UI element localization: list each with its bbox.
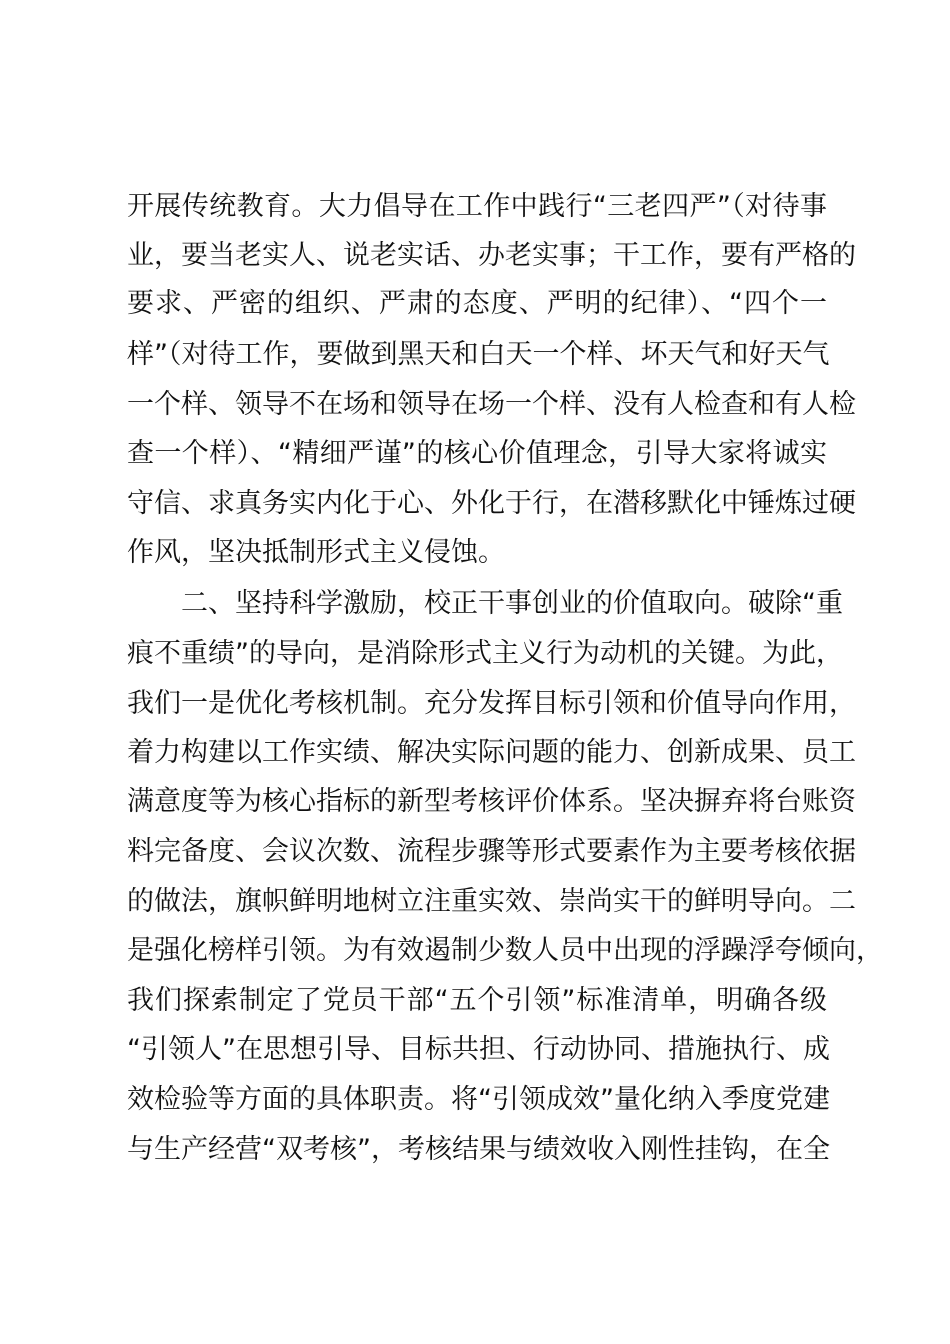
text-line: 查一个样）、“精细严谨”的核心价值理念，引导大家将诚实 bbox=[127, 438, 827, 469]
text-line: 业，要当老实人、说老实话、办老实事；干工作，要有严格的 bbox=[127, 240, 856, 271]
text-line: 样”（对待工作，要做到黑天和白天一个样、坏天气和好天气 bbox=[127, 339, 830, 370]
text-line: 一个样、领导不在场和领导在场一个样、没有人检查和有人检 bbox=[127, 389, 856, 420]
paragraph-heading-line: 二、坚持科学激励，校正干事创业的价值取向。破除“重 bbox=[181, 588, 843, 619]
text-line: 着力构建以工作实绩、解决实际问题的能力、创新成果、员工 bbox=[127, 737, 856, 768]
text-line: 是强化榜样引领。为有效遏制少数人员中出现的浮躁浮夸倾向， bbox=[127, 935, 883, 966]
text-line: 与生产经营“双考核”，考核结果与绩效收入刚性挂钩，在全 bbox=[127, 1134, 830, 1165]
text-line: 要求、严密的组织、严肃的态度、严明的纪律）、“四个一 bbox=[127, 288, 827, 319]
text-line: 开展传统教育。大力倡导在工作中践行“三老四严”（对待事 bbox=[127, 191, 827, 222]
text-line: 我们一是优化考核机制。充分发挥目标引领和价值导向作用， bbox=[127, 688, 856, 719]
text-line: 痕不重绩”的导向，是消除形式主义行为动机的关键。为此， bbox=[127, 638, 843, 669]
text-line: 我们探索制定了党员干部“五个引领”标准清单，明确各级 bbox=[127, 985, 827, 1016]
text-line: 守信、求真务实内化于心、外化于行，在潜移默化中锤炼过硬 bbox=[127, 488, 856, 519]
text-line: 作风，坚决抵制形式主义侵蚀。 bbox=[127, 537, 505, 568]
text-line: 满意度等为核心指标的新型考核评价体系。坚决摒弃将台账资 bbox=[127, 786, 856, 817]
text-line: 效检验等方面的具体职责。将“引领成效”量化纳入季度党建 bbox=[127, 1084, 830, 1115]
text-line: “引领人”在思想引导、目标共担、行动协同、措施执行、成 bbox=[127, 1034, 830, 1065]
text-line: 料完备度、会议次数、流程步骤等形式要素作为主要考核依据 bbox=[127, 836, 856, 867]
text-line: 的做法，旗帜鲜明地树立注重实效、崇尚实干的鲜明导向。二 bbox=[127, 886, 856, 917]
